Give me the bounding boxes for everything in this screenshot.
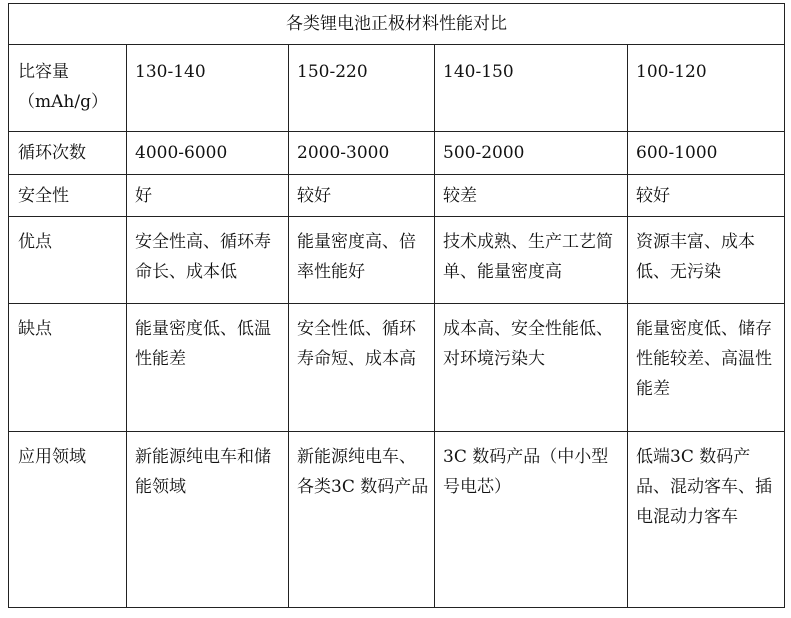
- row-label: 比容量（mAh/g）: [9, 45, 127, 132]
- row-label: 循环次数: [9, 132, 127, 175]
- table-cell: 能量密度低、储存性能较差、高温性能差: [628, 304, 785, 432]
- row-label: 应用领域: [9, 432, 127, 608]
- table-title: 各类锂电池正极材料性能对比: [9, 4, 785, 45]
- table-row: [9, 432, 785, 608]
- title-row: [9, 4, 785, 45]
- row-label: 安全性: [9, 175, 127, 217]
- table-cell: 较好: [628, 175, 785, 217]
- table-cell: 100-120: [628, 45, 785, 132]
- table-cell: 能量密度高、倍率性能好: [289, 217, 435, 304]
- table-row: [9, 132, 785, 175]
- table-cell: 3C 数码产品（中小型号电芯）: [435, 432, 628, 608]
- table-cell: 2000-3000: [289, 132, 435, 175]
- table-cell: 130-140: [127, 45, 289, 132]
- table-row: [9, 175, 785, 217]
- table-cell: 新能源纯电车、各类3C 数码产品: [289, 432, 435, 608]
- table-cell: 4000-6000: [127, 132, 289, 175]
- table-cell: 能量密度低、低温性能差: [127, 304, 289, 432]
- table-cell: 资源丰富、成本低、无污染: [628, 217, 785, 304]
- table-row: [9, 45, 785, 132]
- comparison-table: [8, 3, 785, 608]
- table-cell: 技术成熟、生产工艺简单、能量密度高: [435, 217, 628, 304]
- table-cell: 安全性高、循环寿命长、成本低: [127, 217, 289, 304]
- table-row: [9, 217, 785, 304]
- row-label: 优点: [9, 217, 127, 304]
- table-cell: 新能源纯电车和储能领域: [127, 432, 289, 608]
- table-cell: 好: [127, 175, 289, 217]
- table-cell: 较差: [435, 175, 628, 217]
- table-cell: 低端3C 数码产品、混动客车、插电混动力客车: [628, 432, 785, 608]
- table-cell: 500-2000: [435, 132, 628, 175]
- table-cell: 140-150: [435, 45, 628, 132]
- table-row: [9, 304, 785, 432]
- row-label: 缺点: [9, 304, 127, 432]
- table-cell: 150-220: [289, 45, 435, 132]
- table-cell: 较好: [289, 175, 435, 217]
- table-cell: 成本高、安全性能低、对环境污染大: [435, 304, 628, 432]
- table-cell: 600-1000: [628, 132, 785, 175]
- table-cell: 安全性低、循环寿命短、成本高: [289, 304, 435, 432]
